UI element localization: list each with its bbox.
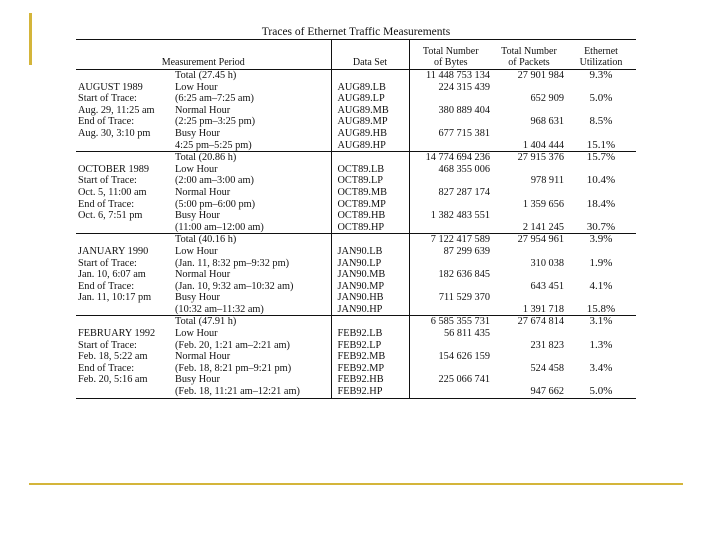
table-row — [76, 105, 636, 117]
total-packets: 27 674 814 — [492, 316, 566, 328]
table-row — [76, 82, 636, 94]
table-row — [76, 386, 636, 398]
packets-cell — [492, 128, 566, 140]
header-utilization: Ethernet Utilization — [566, 40, 636, 70]
dataset-name: OCT89.MP — [331, 199, 409, 211]
bytes-cell: 87 299 639 — [409, 246, 492, 258]
dataset-name: AUG89.MB — [331, 105, 409, 117]
total-label-cell — [76, 234, 331, 246]
bytes-cell: 224 315 439 — [409, 82, 492, 94]
hour-description: 4:25 pm–5:25 pm) — [175, 139, 252, 151]
hour-description: Busy Hour — [175, 127, 220, 139]
packets-cell — [492, 210, 566, 222]
table-row — [76, 374, 636, 386]
dataset-name: AUG89.MP — [331, 116, 409, 128]
trace-info: End of Trace: — [78, 280, 135, 292]
trace-info: Aug. 29, 11:25 am — [78, 104, 155, 116]
bytes-cell — [409, 304, 492, 316]
table-row — [76, 116, 636, 128]
dataset-name: JAN90.HB — [331, 292, 409, 304]
packets-cell: 2 141 245 — [522, 221, 564, 233]
utilization-cell — [566, 128, 636, 140]
dataset-cell — [331, 70, 409, 82]
period-cell — [76, 351, 331, 363]
trace-info: JANUARY 1990 — [78, 245, 149, 257]
table-row — [76, 187, 636, 199]
utilization-cell: 1.3% — [589, 338, 613, 351]
utilization-cell: 10.4% — [586, 174, 616, 187]
dataset-name: FEB92.LP — [331, 340, 409, 352]
total-row — [76, 70, 636, 82]
packets-cell — [492, 164, 566, 176]
total-packets: 27 915 376 — [492, 152, 566, 164]
utilization-cell — [566, 210, 636, 222]
table-row — [76, 328, 636, 340]
period-cell — [76, 105, 331, 117]
table-row — [76, 340, 636, 352]
dataset-name: JAN90.MP — [331, 281, 409, 293]
utilization-cell: 4.1% — [589, 279, 613, 292]
hour-description: (2:25 pm–3:25 pm) — [175, 116, 256, 128]
hour-description: Low Hour — [175, 81, 218, 93]
period-cell — [76, 222, 331, 234]
total-bytes: 11 448 753 134 — [409, 70, 492, 82]
hour-description: (Feb. 20, 1:21 am–2:21 am) — [175, 339, 290, 351]
period-cell — [76, 340, 331, 352]
packets-cell — [492, 246, 566, 258]
dataset-name: AUG89.HP — [331, 140, 409, 152]
total-bytes: 14 774 694 236 — [409, 152, 492, 164]
header-row — [76, 40, 636, 70]
hour-description: Low Hour — [175, 245, 218, 257]
dataset-cell — [331, 152, 409, 164]
trace-info: Start of Trace: — [78, 339, 137, 351]
utilization-cell: 30.7% — [586, 220, 616, 233]
utilization-cell: 8.5% — [589, 115, 613, 128]
document-page — [76, 26, 636, 399]
table-row — [76, 351, 636, 363]
dataset-name: OCT89.LB — [331, 164, 409, 176]
dataset-name: FEB92.LB — [331, 328, 409, 340]
trace-info — [78, 140, 175, 152]
utilization-cell: 5.0% — [566, 386, 636, 398]
hour-description: Low Hour — [175, 163, 218, 175]
total-utilization: 9.3% — [566, 70, 636, 82]
hour-description: Busy Hour — [175, 292, 220, 304]
packets-cell: 947 662 — [492, 386, 566, 398]
trace-info: Feb. 18, 5:22 am — [78, 351, 148, 363]
packets-cell — [492, 328, 566, 340]
bytes-cell: 182 636 845 — [409, 269, 492, 281]
trace-info: Oct. 5, 11:00 am — [78, 186, 147, 198]
bytes-cell: 56 811 435 — [409, 328, 492, 340]
total-packets: 27 954 961 — [492, 234, 566, 246]
trace-info: Start of Trace: — [78, 257, 137, 269]
hour-description: Normal Hour — [175, 269, 231, 281]
period-cell — [76, 116, 331, 128]
total-utilization: 3.1% — [566, 316, 636, 328]
bytes-cell: 1 382 483 551 — [409, 210, 492, 222]
header-period: Measurement Period — [76, 40, 331, 70]
packets-cell: 968 631 — [530, 116, 564, 128]
dataset-cell — [331, 234, 409, 246]
table-row — [76, 128, 636, 140]
trace-info: Jan. 10, 6:07 am — [78, 269, 146, 281]
trace-info: End of Trace: — [78, 116, 135, 128]
total-bytes: 6 585 355 731 — [409, 316, 492, 328]
table-row — [76, 269, 636, 281]
table-row — [76, 363, 636, 375]
dataset-name: FEB92.HP — [331, 386, 409, 398]
period-cell — [76, 187, 331, 199]
bytes-cell — [409, 363, 492, 375]
packets-cell — [492, 105, 566, 117]
total-label-cell — [76, 70, 331, 82]
trace-info: Jan. 11, 10:17 pm — [78, 292, 152, 304]
packets-cell: 978 911 — [530, 175, 564, 187]
bytes-cell: 380 889 404 — [409, 105, 492, 117]
utilization-cell: 1.9% — [589, 256, 613, 269]
trace-info: Start of Trace: — [78, 175, 137, 187]
period-cell — [76, 386, 331, 398]
accent-bar-horizontal — [29, 483, 683, 485]
table-row — [76, 304, 636, 316]
dataset-name: OCT89.MB — [331, 187, 409, 199]
hour-description: Normal Hour — [175, 104, 231, 116]
dataset-name: OCT89.HP — [331, 222, 409, 234]
dataset-name: OCT89.HB — [331, 210, 409, 222]
bytes-cell — [409, 175, 492, 187]
dataset-name: OCT89.LP — [331, 175, 409, 187]
hour-description: (Jan. 11, 8:32 pm–9:32 pm) — [175, 257, 290, 269]
packets-cell: 643 451 — [530, 280, 564, 292]
bytes-cell: 468 355 006 — [409, 164, 492, 176]
table-row — [76, 210, 636, 222]
trace-info: Aug. 30, 3:10 pm — [78, 127, 151, 139]
packets-cell — [492, 351, 566, 363]
bytes-cell — [409, 281, 492, 293]
hour-description: (Feb. 18, 11:21 am–12:21 am) — [175, 386, 300, 398]
period-cell — [76, 328, 331, 340]
table-row — [76, 164, 636, 176]
bytes-cell — [409, 340, 492, 352]
period-cell — [76, 199, 331, 211]
packets-cell: 1 404 444 — [522, 139, 564, 151]
trace-info — [78, 304, 175, 316]
dataset-name: JAN90.LP — [331, 258, 409, 270]
hour-description: Normal Hour — [175, 351, 231, 363]
dataset-name: AUG89.HB — [331, 128, 409, 140]
total-row — [76, 234, 636, 246]
accent-bar-vertical — [29, 13, 32, 65]
header-bytes: Total Number of Bytes — [409, 40, 492, 70]
total-label-cell — [76, 316, 331, 328]
hour-description: Low Hour — [175, 328, 218, 340]
utilization-cell: 15.1% — [586, 138, 616, 151]
utilization-cell: 18.4% — [586, 197, 616, 210]
table-row — [76, 258, 636, 270]
utilization-cell: 3.4% — [589, 361, 613, 374]
trace-info: FEBRUARY 1992 — [78, 328, 156, 340]
trace-info: End of Trace: — [78, 198, 135, 210]
table-row — [76, 199, 636, 211]
packets-cell — [492, 82, 566, 94]
packets-cell — [492, 374, 566, 386]
table-caption: Traces of Ethernet Traffic Measurements — [261, 26, 451, 38]
period-cell — [76, 281, 331, 293]
period-cell — [76, 258, 331, 270]
period-cell — [76, 363, 331, 375]
header-dataset: Data Set — [331, 40, 409, 70]
hour-description: (Jan. 10, 9:32 am–10:32 am) — [175, 280, 294, 292]
period-cell — [76, 164, 331, 176]
table-row — [76, 222, 636, 234]
total-utilization: 15.7% — [566, 152, 636, 164]
trace-info: AUGUST 1989 — [78, 81, 143, 93]
hour-description: Busy Hour — [175, 210, 220, 222]
packets-cell: 524 458 — [530, 362, 564, 374]
packets-cell — [492, 187, 566, 199]
header-packets: Total Number of Packets — [492, 40, 566, 70]
hour-description: (2:00 am–3:00 am) — [175, 175, 254, 187]
hour-description: (6:25 am–7:25 am) — [175, 93, 254, 105]
trace-info — [78, 222, 175, 234]
packets-cell: 231 823 — [530, 339, 564, 351]
period-cell — [76, 210, 331, 222]
total-packets: 27 901 984 — [492, 70, 566, 82]
trace-info: Start of Trace: — [78, 93, 137, 105]
packets-cell: 310 038 — [530, 257, 564, 269]
period-cell — [76, 374, 331, 386]
trace-info: End of Trace: — [78, 362, 135, 374]
dataset-name: FEB92.MP — [331, 363, 409, 375]
period-cell — [76, 246, 331, 258]
utilization-cell — [566, 246, 636, 258]
utilization-cell — [566, 187, 636, 199]
total-label-cell — [76, 152, 331, 164]
dataset-name: JAN90.HP — [331, 304, 409, 316]
total-label: Total (27.45 h) — [175, 70, 237, 81]
trace-info: OCTOBER 1989 — [78, 163, 150, 175]
dataset-name: AUG89.LP — [331, 93, 409, 105]
hour-description: (Feb. 18, 8:21 pm–9:21 pm) — [175, 362, 292, 374]
period-cell — [76, 93, 331, 105]
packets-cell: 652 909 — [530, 93, 564, 105]
total-utilization: 3.9% — [566, 234, 636, 246]
period-cell — [76, 128, 331, 140]
dataset-name: JAN90.MB — [331, 269, 409, 281]
utilization-cell — [566, 269, 636, 281]
bytes-cell — [409, 199, 492, 211]
dataset-name: AUG89.LB — [331, 82, 409, 94]
bytes-cell: 711 529 370 — [409, 292, 492, 304]
table-row — [76, 140, 636, 152]
bytes-cell — [409, 93, 492, 105]
packets-cell — [492, 269, 566, 281]
utilization-cell: 5.0% — [589, 92, 613, 105]
packets-cell: 1 391 718 — [522, 303, 564, 315]
traffic-table — [76, 39, 636, 399]
hour-description: (11:00 am–12:00 am) — [175, 221, 264, 233]
bytes-cell — [409, 222, 492, 234]
bytes-cell — [409, 258, 492, 270]
hour-description: (10:32 am–11:32 am) — [175, 303, 264, 315]
period-cell — [76, 269, 331, 281]
total-row — [76, 152, 636, 164]
trace-info: Oct. 6, 7:51 pm — [78, 210, 143, 222]
period-cell — [76, 140, 331, 152]
table-row — [76, 175, 636, 187]
bytes-cell: 154 626 159 — [409, 351, 492, 363]
bytes-cell: 677 715 381 — [409, 128, 492, 140]
bytes-cell: 225 066 741 — [409, 374, 492, 386]
total-label: Total (47.91 h) — [175, 316, 237, 328]
table-row — [76, 246, 636, 258]
bytes-cell — [409, 116, 492, 128]
total-label: Total (20.86 h) — [175, 152, 237, 164]
table-body — [76, 70, 636, 399]
bytes-cell — [409, 386, 492, 398]
total-row — [76, 316, 636, 328]
period-cell — [76, 292, 331, 304]
hour-description: Normal Hour — [175, 186, 231, 198]
total-bytes: 7 122 417 589 — [409, 234, 492, 246]
period-cell — [76, 175, 331, 187]
table-row — [76, 292, 636, 304]
utilization-cell: 15.8% — [586, 302, 616, 315]
dataset-name: FEB92.HB — [331, 374, 409, 386]
packets-cell — [492, 292, 566, 304]
table-row — [76, 93, 636, 105]
trace-info — [78, 386, 175, 398]
trace-info: Feb. 20, 5:16 am — [78, 374, 148, 386]
bytes-cell — [409, 140, 492, 152]
period-cell — [76, 304, 331, 316]
utilization-cell — [566, 328, 636, 340]
hour-description: Busy Hour — [175, 374, 220, 386]
period-cell — [76, 82, 331, 94]
table-row — [76, 281, 636, 293]
dataset-name: JAN90.LB — [331, 246, 409, 258]
dataset-name: FEB92.MB — [331, 351, 409, 363]
packets-cell: 1 359 656 — [522, 198, 564, 210]
hour-description: (5:00 pm–6:00 pm) — [175, 198, 256, 210]
bytes-cell: 827 287 174 — [409, 187, 492, 199]
dataset-cell — [331, 316, 409, 328]
total-label: Total (40.16 h) — [175, 234, 237, 246]
